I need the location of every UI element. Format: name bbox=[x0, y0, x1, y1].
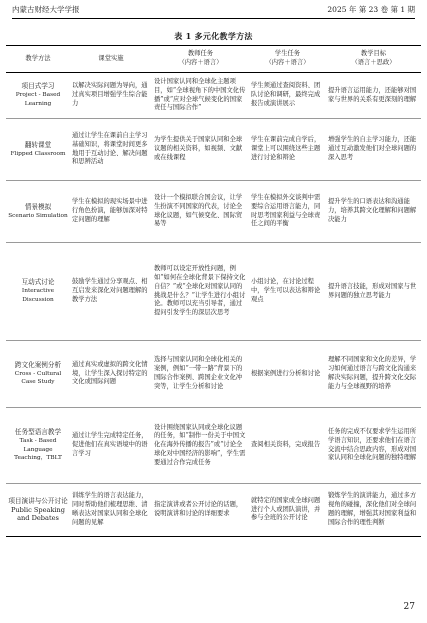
method-name-en: Flipped Classroom bbox=[10, 150, 66, 157]
table-row bbox=[6, 181, 421, 243]
table-row bbox=[6, 73, 421, 119]
page-number: 27 bbox=[403, 602, 415, 612]
method-name-en: Interactive Discussion bbox=[21, 288, 55, 303]
running-header bbox=[12, 3, 415, 17]
method-name-cn: 任务型语言教学 bbox=[14, 427, 62, 436]
method-name-en: Task - Based Language Teaching，TBLT bbox=[14, 437, 62, 462]
student-cell: 小组讨论，在讨论过程中，学生可以表达和辩论观点 bbox=[249, 243, 326, 341]
method-cell bbox=[6, 119, 70, 181]
student-cell: 学生在模拟外交谈判中需要综合运用语言能力，同时思考国家利益与全球责任之间的平衡 bbox=[249, 181, 326, 243]
method-name-cn: 项目式学习 bbox=[21, 82, 55, 91]
journal-title: 内蒙古财经大学学报 bbox=[12, 5, 80, 14]
method-name-cn: 项目演讲与公开讨论 Public Speaking and Debates bbox=[8, 496, 68, 523]
column-header: 课堂实施 bbox=[70, 46, 152, 73]
goal-cell: 提升语言运用能力，还能够对国家与世界的关系有更深刻的理解 bbox=[326, 73, 421, 119]
goal-cell: 提升语言技能，形成对国家与世界问题的独立思考能力 bbox=[326, 243, 421, 341]
table-row bbox=[6, 119, 421, 181]
method-cell bbox=[6, 484, 70, 537]
implementation-cell: 通过让学生完成特定任务，促进他们在真实语境中的语言学习 bbox=[70, 408, 152, 484]
implementation-cell: 通过让学生在课前自主学习基础知识，将课堂时间更多地用于互动讨论、解决问题和思辨活动 bbox=[70, 119, 152, 181]
implementation-cell: 鼓励学生通过分享观点、相互启发来深化对问题理解的教学方法 bbox=[70, 243, 152, 341]
method-name-cn: 情景模拟 bbox=[24, 202, 52, 211]
table-caption: 表 1 多元化教学方法 bbox=[174, 31, 253, 41]
goal-cell: 锻炼学生的演讲能力，通过多方视角的碰撞，深化他们对全球问题的理解，增强其对国家利益和国际合作的理性判断 bbox=[326, 484, 421, 537]
student-cell: 学生在课前完成自学后，课堂上可以围绕这些主题进行讨论和辩论 bbox=[249, 119, 326, 181]
teacher-cell: 设计国家认同和全球化主题项目，如“全球视角下的中国文化传播”或“应对全球气候变化的国家责任与国际合作” bbox=[152, 73, 249, 119]
issue-info: 2025 年 第 23 卷 第 1 期 bbox=[327, 5, 415, 14]
goal-cell: 理解不同国家和文化的差异，学习如何通过语言与跨文化沟通来解决实际问题，提升跨文化交际能力与全球视野的培养 bbox=[326, 341, 421, 408]
teaching-methods-table bbox=[6, 45, 421, 537]
table-header-row bbox=[6, 46, 421, 73]
column-header: 教学方法 bbox=[6, 46, 70, 73]
student-cell: 就特定的国家或全球问题进行个人或团队演讲，并参与全班的公开讨论 bbox=[249, 484, 326, 537]
method-cell bbox=[6, 181, 70, 243]
student-cell: 学生须通过查阅资料、团队讨论和调研，最终完成报告或演讲展示 bbox=[249, 73, 326, 119]
goal-cell: 提升学生的口语表达和沟通能力，培养其跨文化理解和问题解决能力 bbox=[326, 181, 421, 243]
method-cell bbox=[6, 341, 70, 408]
teacher-cell: 设计一个模拟联合国会议，让学生扮演不同国家的代表，讨论全球化议题，如气候变化、国际贸易等 bbox=[152, 181, 249, 243]
table-row bbox=[6, 408, 421, 484]
method-cell bbox=[6, 408, 70, 484]
goal-cell: 增强学生的自主学习能力，还能通过互动激发他们对全球问题的深入思考 bbox=[326, 119, 421, 181]
teacher-cell: 为学生提供关于国家认同和全球议题的相关资料，如视频、文献或在线课程 bbox=[152, 119, 249, 181]
column-header: 教师任务 （内容＋语言） bbox=[152, 46, 249, 73]
teacher-cell: 选择与国家认同和全球化相关的案例，例如“一带一路”背景下的国际合作案例、跨国企业文化冲突等，让学生分析和讨论 bbox=[152, 341, 249, 408]
method-cell bbox=[6, 243, 70, 341]
table-row bbox=[6, 341, 421, 408]
column-header: 学生任务 （内容＋语言） bbox=[249, 46, 326, 73]
student-cell: 查阅相关资料，完成报告 bbox=[249, 408, 326, 484]
method-name-cn: 翻转课堂 bbox=[24, 140, 52, 149]
implementation-cell: 以解决实际问题为导向，通过真实项目增强学生综合能力 bbox=[70, 73, 152, 119]
goal-cell: 任务的完成不仅要求学生运用所学语言知识，还要求他们在语言交流中结合思政内容，形成对国家认同和全球化问题的独特理解 bbox=[326, 408, 421, 484]
method-name-en: Project - Based Learning bbox=[15, 92, 61, 107]
implementation-cell: 通过真实或虚拟的跨文化情境，让学生深入探讨特定的文化或国际问题 bbox=[70, 341, 152, 408]
table-row bbox=[6, 243, 421, 341]
student-cell: 根据案例进行分析和讨论 bbox=[249, 341, 326, 408]
implementation-cell: 学生在模拟的现实场景中进行角色扮演，能够加深对特定问题的理解 bbox=[70, 181, 152, 243]
header-rule bbox=[12, 18, 415, 19]
teacher-cell: 指定演讲或者公开讨论的话题，说明演讲和讨论的详细要求 bbox=[152, 484, 249, 537]
method-name-en: Scenario Simulation bbox=[8, 212, 68, 219]
table-body bbox=[6, 73, 421, 537]
teacher-cell: 设计围绕国家认同或全球化议题的任务，如“制作一份关于中国文化在海外传播的报告”或“讨论全球化对中国经济的影响”，学生需要通过合作完成任务 bbox=[152, 408, 249, 484]
method-name-en: Cross - Cultural Case Study bbox=[14, 370, 62, 386]
method-name-cn: 跨文化案例分析 bbox=[14, 360, 62, 369]
method-cell bbox=[6, 73, 70, 119]
table-row bbox=[6, 484, 421, 537]
column-header: 教学目标 （语言＋思政） bbox=[326, 46, 421, 73]
implementation-cell: 训练学生的语言表达能力，同时帮助他们梳理思维、清晰表达对国家认同和全球化问题的见解 bbox=[70, 484, 152, 537]
method-name-cn: 互动式讨论 bbox=[21, 278, 55, 287]
teacher-cell: 教师可以设定开放性问题，例如“如何在全球化背景下保持文化自信？”或“全球化对国家认同的挑战是什么？”让学生进行小组讨论。教师可以充当引导者，通过提问引发学生的深层次思考 bbox=[152, 243, 249, 341]
